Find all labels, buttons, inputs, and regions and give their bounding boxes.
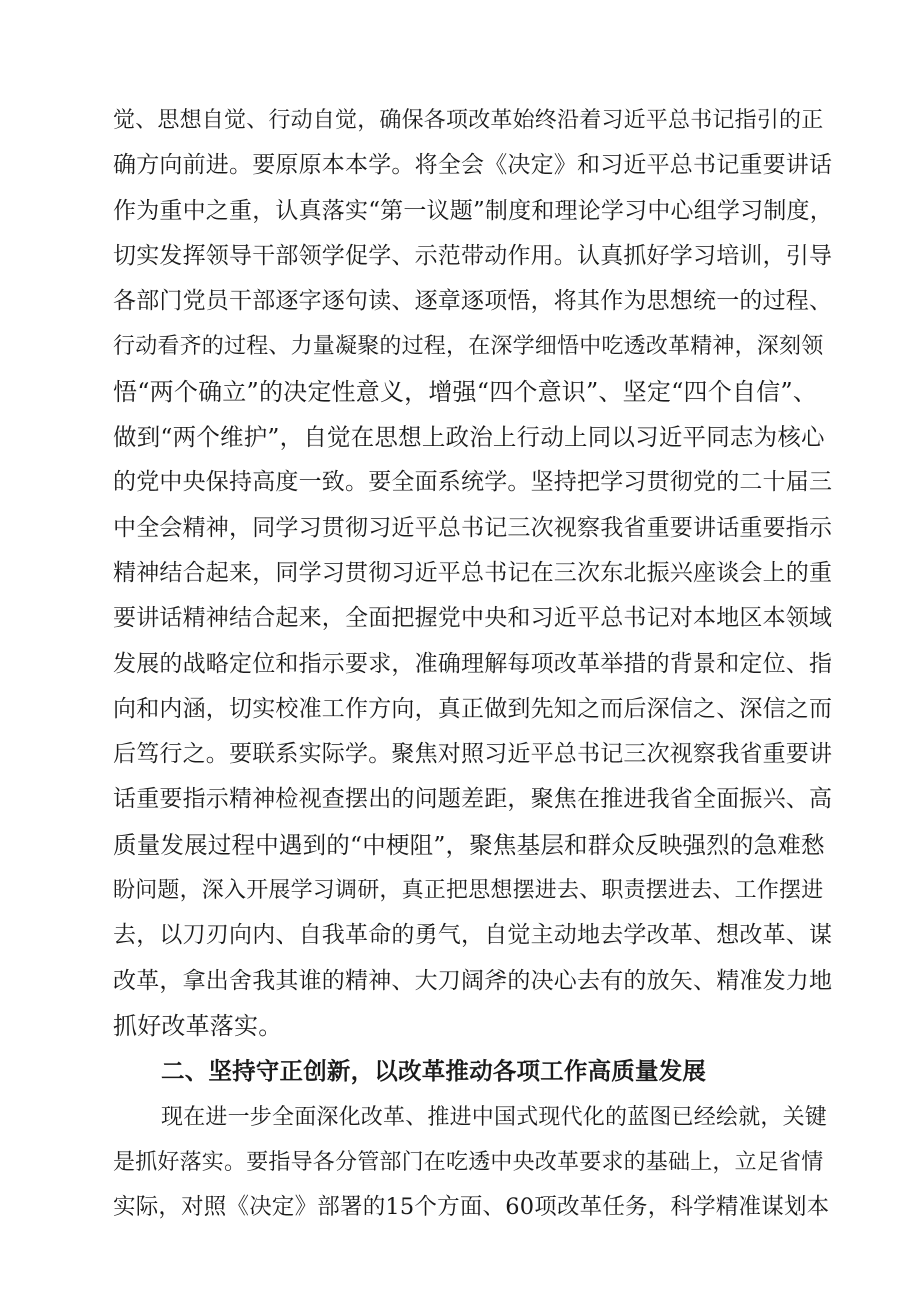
text-line: 确方向前进。要原原本本学。将全会《决定》和习近平总书记重要讲话 <box>113 152 833 179</box>
text-line: 是抓好落实。要指导各分管部门在吃透中央改革要求的基础上，立足省情 <box>113 1149 824 1175</box>
text-line: 作为重中之重，认真落实“第一议题”制度和理论学习中心组学习制度， <box>113 197 833 224</box>
paragraph-1 <box>113 98 835 1049</box>
text-line: 切实发挥领导干部领学促学、示范带动作用。认真抓好学习培训，引导 <box>113 242 833 269</box>
text-line: 后笃行之。要联系实际学。聚焦对照习近平总书记三次视察我省重要讲 <box>113 741 833 768</box>
text-line: 盼问题，深入开展学习调研，真正把思想摆进去、职责摆进去、工作摆进 <box>113 878 824 904</box>
text-line: 行动看齐的过程、力量凝聚的过程，在深学细悟中吃透改革精神，深刻领 <box>113 334 824 360</box>
text-line: 质量发展过程中遇到的“中梗阻”，聚焦基层和群众反映强烈的急难愁 <box>113 830 825 859</box>
text-line: 实际，对照《决定》部署的15个方面、60项改革任务，科学精准谋划本 <box>113 1194 830 1221</box>
text-line: 各部门党员干部逐字逐句读、逐章逐项悟，将其作为思想统一的过程、 <box>113 288 833 315</box>
text-line: 抓好改革落实。 <box>113 1011 283 1040</box>
text-line: 现在进一步全面深化改革、推进中国式现代化的蓝图已经绘就，关键 <box>161 1104 828 1130</box>
text-line: 悟“两个确立”的决定性意义，增强“四个意识”、坚定“四个自信”、 <box>113 377 818 406</box>
document-page <box>113 98 835 1230</box>
text-line: 话重要指示精神检视查摆出的问题差距，聚焦在推进我省全面振兴、高 <box>113 786 833 813</box>
text-line: 做到“两个维护”，自觉在思想上政治上行动上同以习近平同志为核心 <box>113 423 825 452</box>
text-line: 的党中央保持高度一致。要全面系统学。坚持把学习贯彻党的二十届三 <box>113 469 833 496</box>
text-line: 去，以刀刃向内、自我革命的勇气，自觉主动地去学改革、想改革、谋 <box>113 922 833 949</box>
text-line: 要讲话精神结合起来，全面把握党中央和习近平总书记对本地区本领域 <box>113 605 833 632</box>
paragraph-2 <box>113 1095 835 1231</box>
text-line: 向和内涵，切实校准工作方向，真正做到先知之而后深信之、深信之而 <box>113 695 833 722</box>
text-line: 改革，拿出舍我其谁的精神、大刀阔斧的决心去有的放矢、精准发力地 <box>113 967 833 994</box>
text-line: 觉、思想自觉、行动自觉，确保各项改革始终沿着习近平总书记指引的正 <box>113 108 824 133</box>
text-line: 精神结合起来，同学习贯彻习近平总书记在三次东北振兴座谈会上的重 <box>113 559 833 586</box>
text-line: 发展的战略定位和指示要求，准确理解每项改革举措的背景和定位、指 <box>113 650 833 677</box>
section-heading: 二、坚持守正创新，以改革推动各项工作高质量发展 <box>161 1057 707 1086</box>
text-line: 中全会精神，同学习贯彻习近平总书记三次视察我省重要讲话重要指示 <box>113 514 833 541</box>
